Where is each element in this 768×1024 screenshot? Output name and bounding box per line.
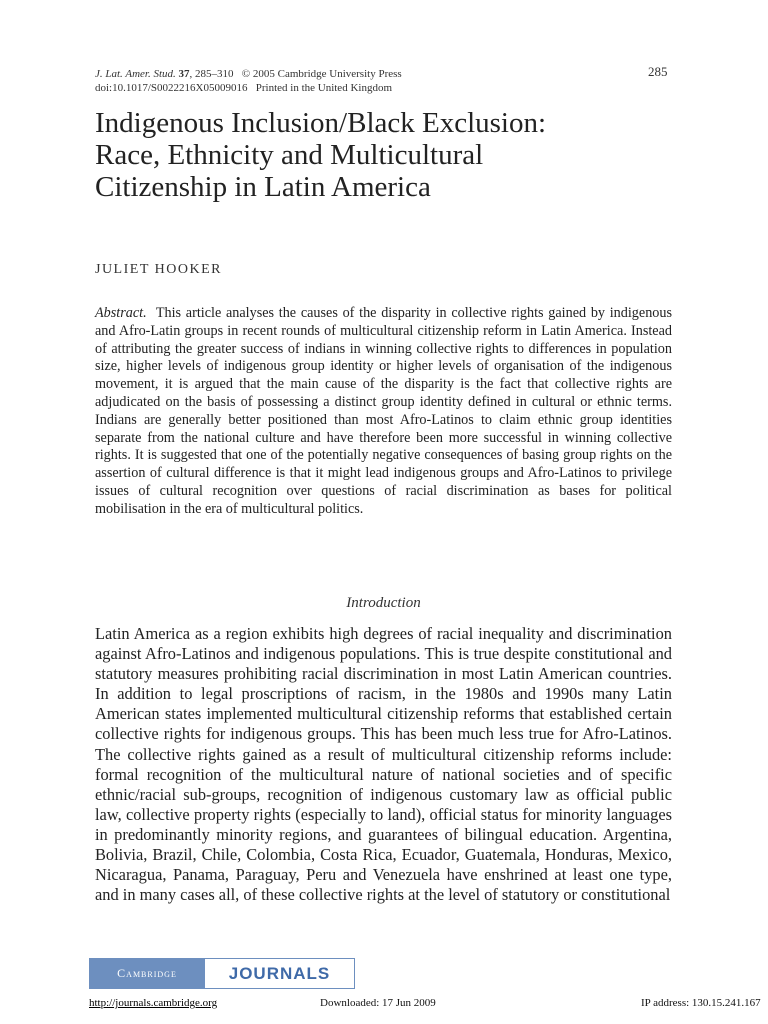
section-heading: Introduction [346,595,421,611]
volume-number: 37 [178,68,190,80]
journal-citation [95,67,402,95]
copyright-notice: © 2005 Cambridge University Press [241,68,402,80]
title-line: Race, Ethnicity and Multicultural [95,139,484,171]
logo-journals-text: JOURNALS [205,958,355,989]
article-title [95,107,695,203]
intro-paragraph: Latin America as a region exhibits high degrees of racial inequality and discrimination against Afro-Latinos and indigenous populations. This is true despite constitutional and statutory measures prohibiting racial discrimination in most Latin American countries. In addition to legal proscriptions of racism, in the 1980s and 1990s many Latin American states implemented multicultural citizenship reforms that established certain collective rights for indigenous groups. This has been much less true for Afro-Latinos. The collective rights gained as a result of multicultural citizenship reforms include: formal recognition of the multicultural nature of national societies and of specific ethnic/racial sub-groups, recognition of indigenous customary law as official public law, collective property rights (especially to land), official status for minority languages in predominantly minority regions, and guarantees of bilingual education. Argentina, Bolivia, Brazil, Chile, Colombia, Costa Rica, Ecuador, Guatemala, Honduras, Mexico, Nicaragua, Panama, Paraguay, Peru and Venezuela have enshrined at least one type, and in many cases all, of these collective rights at the level of statutory or constitutional [95,624,672,905]
citation-line [95,67,402,81]
abstract-text: This article analyses the causes of the disparity in collective rights gained by indigenous and Afro-Latin groups in recent rounds of multicultural citizenship reform in Latin America. Instead of attributing the greater success of indians in winning collective rights to differences in population size, higher levels of indigenous group identity or higher levels of organisation of the indigenous movement, it is argued that the main cause of the disparity is the fact that collective rights are adjudicated on the basis of possessing a distinct group identity defined in cultural or ethnic terms. Indians are generally better positioned than most Afro-Latinos to claim ethnic group identities separate from the national culture and have therefore been more successful in winning collective rights. It is suggested that one of the potentially negative consequences of basing group rights on the assertion of cultural difference is that it might lead indigenous groups and Afro-Latinos to privilege issues of cultural recognition over questions of racial discrimination as bases for political mobilisation in the era of multicultural politics. [95,305,673,517]
page-range: , 285–310 [189,68,234,80]
page-number: 285 [648,64,668,79]
printed-notice: Printed in the United Kingdom [255,82,392,94]
doi: doi:10.1017/S0022216X05009016 [95,82,248,94]
ip-address: IP address: 130.15.241.167 [641,997,761,1009]
abstract-label: Abstract. [95,305,147,321]
abstract [95,305,672,519]
journal-abbreviation: J. Lat. Amer. Stud. [95,68,176,80]
journals-link[interactable]: http://journals.cambridge.org [89,997,218,1009]
author-name: JULIET HOOKER [95,262,222,277]
doi-line [95,81,402,95]
logo-cambridge-text: Cambridge [89,958,205,989]
download-date: Downloaded: 17 Jun 2009 [320,997,436,1009]
title-line: Indigenous Inclusion/Black Exclusion: [95,107,547,139]
cambridge-journals-logo[interactable] [89,958,355,989]
title-line: Citizenship in Latin America [95,171,431,203]
